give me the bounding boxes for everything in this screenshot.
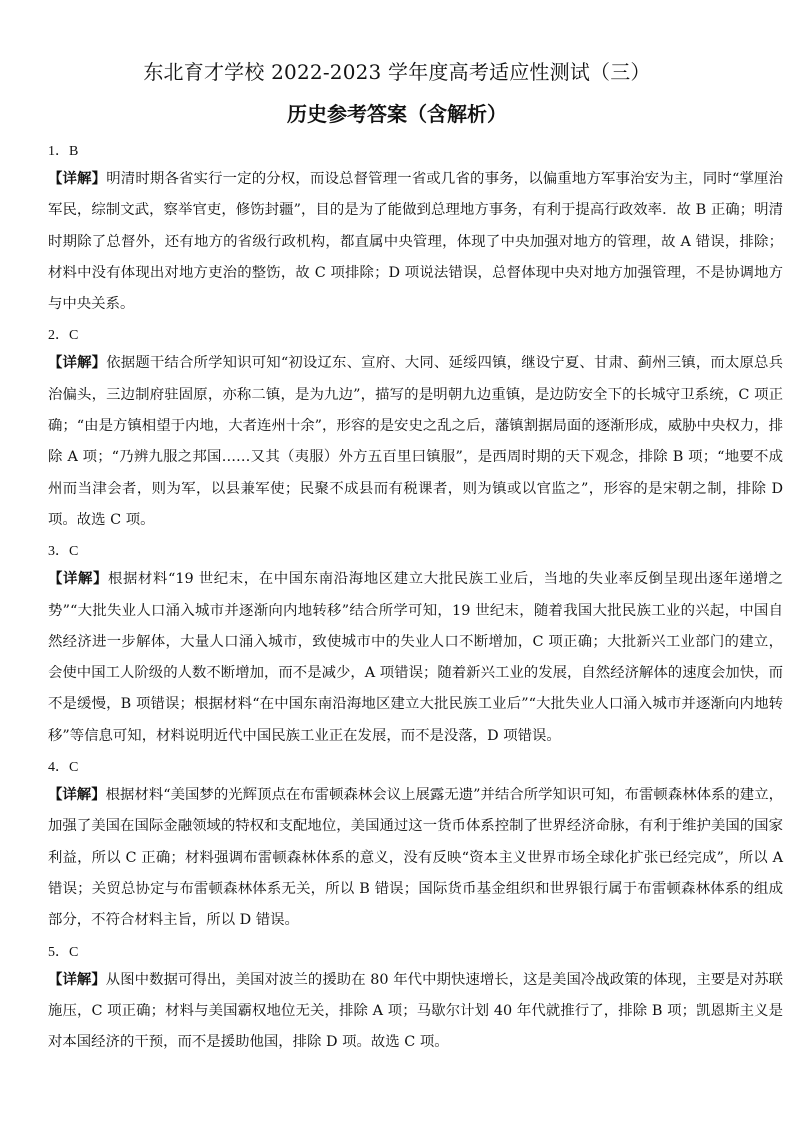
explanation-paragraph <box>48 164 783 320</box>
question-1 <box>48 140 783 320</box>
answer-list <box>48 136 783 1058</box>
explanation-text: 根据材料“美国梦的光辉顶点在布雷顿森林会议上展露无遗”并结合所学知识可知，布雷顿森林体系的建立，加强了美国在国际金融领域的特权和支配地位，美国通过这一货币体系控制了世界经济命脉，有利于维护美国的国家利益，所以 C 正确；材料强调布雷顿森林体系的意义，没有反映“资本主义世界市场全球化扩张已经完成”，所以 A 错误；关贸总协定与布雷顿森林体系无关，所以 B 错误；国际货币基金组织和世界银行属于布雷顿森林体系的组成部分，不符合材料主旨，所以 D 错误。 <box>48 787 783 929</box>
question-number: 4．C <box>48 760 79 776</box>
explanation-text: 根据材料“19 世纪末，在中国东南沿海地区建立大批民族工业后，当地的失业率反倒呈现出逐年递增之势”“大批失业人口涌入城市并逐渐向内地转移”结合所学可知，19 世纪末，随着我国大批民族工业的兴起，中国自然经济进一步解体，大量人口涌入城市，致使城市中的失业人口不断增加，C 项正确；大批新兴工业部门的建立，会使中国工人阶级的人数不断增加，而不是减少，A 项错误；随着新兴工业的发展，自然经济解体的速度会加快，而不是缓慢，B 项错误；根据材料“在中国东南沿海地区建立大批民族工业后”“大批失业人口涌入城市并逐渐向内地转移”等信息可知，材料说明近代中国民族工业正在发展，而不是没落，D 项错误。 <box>48 571 783 744</box>
question-2 <box>48 324 783 536</box>
question-3 <box>48 540 783 752</box>
question-5 <box>48 941 783 1059</box>
explanation-paragraph <box>48 348 783 536</box>
explanation-text: 依据题干结合所学知识可知“初设辽东、宣府、大同、延绥四镇，继设宁夏、甘肃、蓟州三镇，而太原总兵治偏头，三边制府驻固原，亦称二镇，是为九边”，描写的是明朝九边重镇，是边防安全下的长城守卫系统，C 项正确；“由是方镇相望于内地，大者连州十余”，形容的是安史之乱之后，藩镇割据局面的逐渐形成，威胁中央权力，排除 A 项；“乃辨九服之邦国……又其（夷服）外方五百里曰镇服”，是西周时期的天下观念，排除 B 项；“地要不成州而当津会者，则为军，以县兼军使；民聚不成县而有税课者，则为镇或以官监之”，形容的是宋朝之制，排除 D 项。故选 C 项。 <box>48 355 783 528</box>
question-4 <box>48 756 783 936</box>
document-subtitle: 历史参考答案（含解析） <box>287 102 507 126</box>
explanation-tag: 【详解】 <box>48 787 106 804</box>
explanation-paragraph <box>48 780 783 936</box>
explanation-tag: 【详解】 <box>48 571 108 588</box>
document-title: 东北育才学校 2022-2023 学年度高考适应性测试（三） <box>143 60 651 84</box>
question-number: 1．B <box>48 144 79 159</box>
explanation-paragraph <box>48 965 783 1059</box>
explanation-text: 明清时期各省实行一定的分权，而设总督管理一省或几省的事务，以偏重地方军事治安为主，同时“掌厘治军民，综制文武，察举官吏，修饬封疆”，目的是为了能做到总理地方事务，有利于提高行政效率．故 B 正确；明清时期除了总督外，还有地方的省级行政机构，都直属中央管理，体现了中央加强对地方的管理，故 A 错误，排除；材料中没有体现出对地方吏治的整饬，故 C 项排除；D 项说法错误，总督体现中央对地方加强管理，不是协调地方与中央关系。 <box>48 171 783 313</box>
explanation-tag: 【详解】 <box>48 355 107 372</box>
explanation-tag: 【详解】 <box>48 171 107 187</box>
explanation-text: 从图中数据可得出，美国对波兰的援助在 80 年代中期快速增长，这是美国冷战政策的体现，主要是对苏联施压，C 项正确；材料与美国霸权地位无关，排除 A 项；马歇尔计划 40 年代就推行了，排除 B 项；凯恩斯主义是对本国经济的干预，而不是援助他国，排除 D 项。故选 C 项。 <box>48 971 783 1051</box>
question-number: 2．C <box>48 328 79 344</box>
question-number: 5．C <box>48 944 79 960</box>
explanation-paragraph <box>48 564 783 752</box>
question-number: 3．C <box>48 544 79 560</box>
explanation-tag: 【详解】 <box>48 971 106 988</box>
